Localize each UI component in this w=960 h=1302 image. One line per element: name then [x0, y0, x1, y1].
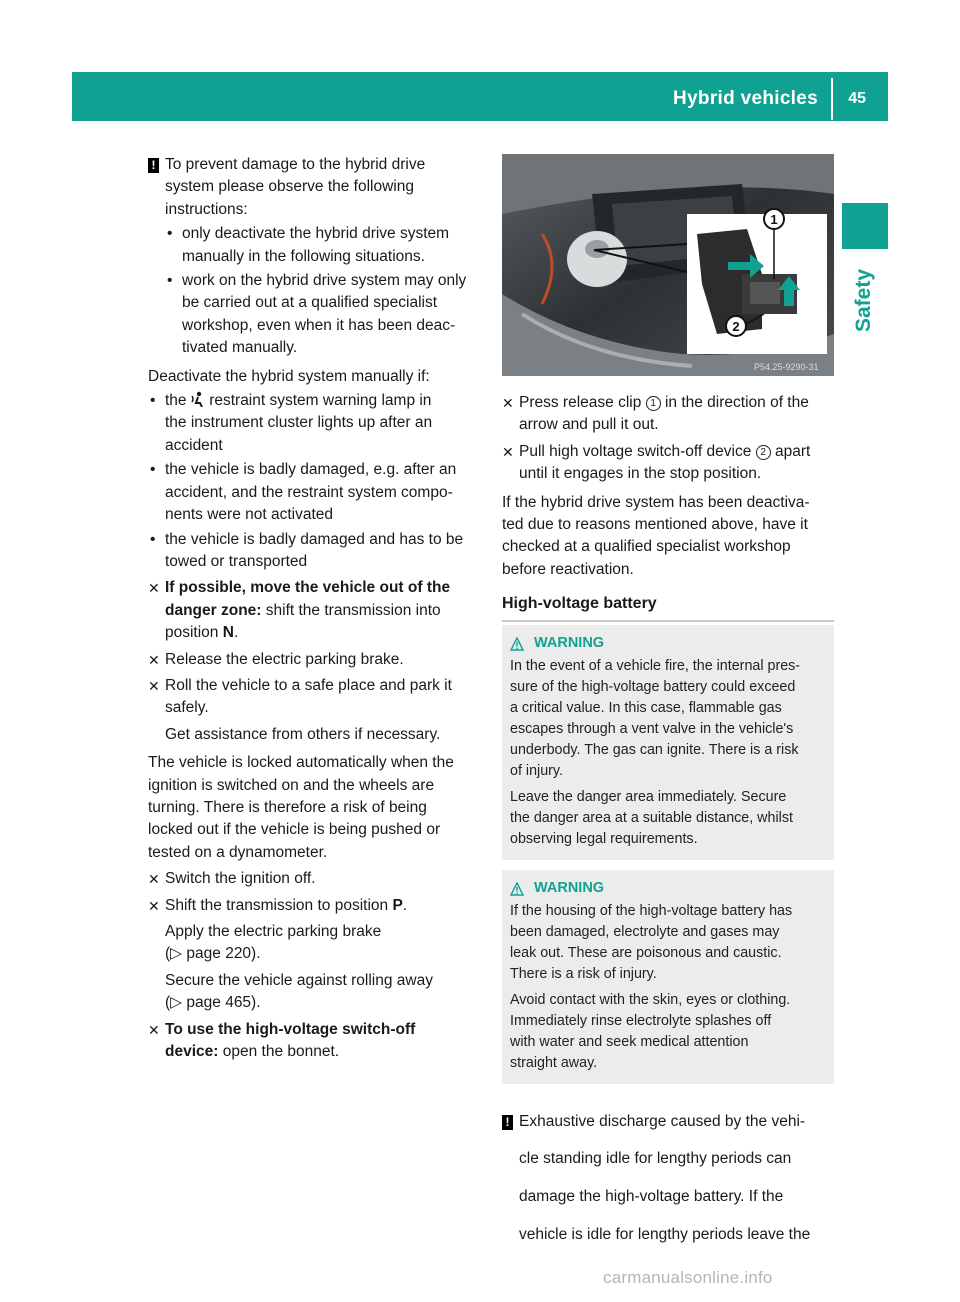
warning-triangle-icon	[510, 637, 524, 651]
warning-box-fire: WARNING In the event of a vehicle fire, the internal pres- sure of the high-voltage battery could exceed a critical value. In this case, flammable gas escapes through a vent valve in the vehicle's underbody. The gas can ignite. There is a risk of injury. Leave the danger area immediately. Secure the danger area at a suitable distance, whilst observing legal requirements.	[502, 625, 834, 860]
reactivation-paragraph: If the hybrid drive system has been deactiva- ted due to reasons mentioned above, have it checked at a qualified specialist workshop before reactivation.	[502, 493, 810, 578]
note-warning-icon: !	[148, 158, 159, 173]
step-open-bonnet: ✕ To use the high-voltage switch-off device: open the bonnet.	[148, 1020, 416, 1061]
photo-code: P54.25-9290-31	[754, 362, 819, 372]
step-arrow-icon: ✕	[148, 651, 160, 668]
step-move-vehicle: ✕ If possible, move the vehicle out of the danger zone: shift the transmission into position N.	[148, 579, 451, 642]
locked-out-paragraph: The vehicle is locked automatically when the ignition is switched on and the wheels are turning. There is therefore a risk of being locked out if the vehicle is being pushed or tested on a dynamometer.	[148, 754, 454, 861]
list-item: • the vehicle is badly damaged and has to be towed or transported	[148, 529, 482, 574]
step-release-brake: ✕ Release the electric parking brake.	[148, 649, 482, 671]
side-tab	[842, 262, 888, 342]
right-column-steps	[502, 388, 836, 581]
engine-bay-photo	[502, 154, 834, 376]
step-arrow-icon: ✕	[148, 871, 160, 888]
warning-triangle-icon	[510, 882, 524, 896]
step-ignition-off: ✕ Switch the ignition off.	[148, 868, 482, 890]
step-arrow-icon: ✕	[148, 580, 160, 597]
page-number: 45	[848, 90, 866, 107]
note-hybrid-damage: ! To prevent damage to the hybrid drive system please observe the following instructions: • only deactivate the hybrid drive system manually in the following situations. • work on the hybrid drive system may only be carried out at a qualified specialist workshop, even when it has been deac- tivated manually.	[148, 154, 482, 360]
reference-arrow-icon: ▷	[170, 945, 183, 963]
section-title: Hybrid vehicles	[673, 88, 818, 109]
page-header	[72, 72, 888, 121]
page-reference[interactable]: (▷ page 220).	[165, 945, 261, 963]
list-item: • work on the hybrid drive system may only be carried out at a qualified specialist workshop, even when it has been deac- tivated manually.	[165, 270, 482, 360]
callout-ref-1: 1	[646, 396, 661, 411]
callout-ref-2: 2	[756, 445, 771, 460]
side-tab-marker	[842, 203, 888, 249]
step-press-clip: ✕ Press release clip 1 in the direction of the arrow and pull it out.	[502, 394, 809, 434]
step-arrow-icon: ✕	[502, 443, 514, 460]
list-item: • the vehicle is badly damaged, e.g. after an accident, and the restraint system compo- nents were not activated	[148, 459, 482, 526]
step-shift-park: ✕ Shift the transmission to position P. Apply the electric parking brake (▷ page 220). Secure the vehicle against rolling away (▷ page 465).	[148, 895, 482, 1015]
step-roll-vehicle: ✕ Roll the vehicle to a safe place and park it safely. Get assistance from others if necessary.	[148, 676, 452, 743]
section-heading: High-voltage battery	[502, 595, 834, 622]
reference-arrow-icon: ▷	[170, 994, 183, 1012]
warning-box-electrolyte: WARNING If the housing of the high-voltage battery has been damaged, electrolyte and gases may leak out. These are poisonous and caustic. There is a risk of injury. Avoid contact with the skin, eyes or clothing. Immediately rinse electrolyte splashes off with water and seek medical attention straight away.	[502, 870, 834, 1084]
callout-2: 2	[732, 319, 740, 334]
list-item: • only deactivate the hybrid drive system manually in the following situations.	[165, 223, 482, 268]
watermark: carmanualsonline.info	[603, 1268, 773, 1287]
page-reference[interactable]: (▷ page 465).	[165, 994, 261, 1012]
warning-title: WARNING	[534, 880, 605, 896]
left-column	[148, 154, 482, 1063]
step-pull-device: ✕ Pull high voltage switch-off device 2 apart until it engages in the stop position.	[502, 442, 811, 483]
side-tab-label: Safety	[852, 268, 875, 332]
step-arrow-icon: ✕	[148, 1021, 160, 1038]
header-divider	[831, 78, 833, 120]
step-arrow-icon: ✕	[148, 897, 160, 914]
note-battery-discharge: ! Exhaustive discharge caused by the vehi- cle standing idle for lengthy periods can damage the high-voltage battery. If the vehicle is idle for lengthy periods leave the	[502, 1095, 834, 1262]
step-arrow-icon: ✕	[502, 395, 514, 411]
deactivate-intro: Deactivate the hybrid system manually if:	[148, 367, 430, 385]
callout-1: 1	[770, 212, 778, 227]
airbag-occupant-icon	[191, 391, 205, 407]
list-item: • the restraint system warning lamp in the instrument cluster lights up after an accident	[148, 390, 482, 457]
step-arrow-icon: ✕	[148, 677, 160, 694]
warning-title: WARNING	[534, 635, 605, 651]
note-warning-icon: !	[502, 1115, 513, 1130]
engine-bay-illustration	[502, 154, 834, 376]
